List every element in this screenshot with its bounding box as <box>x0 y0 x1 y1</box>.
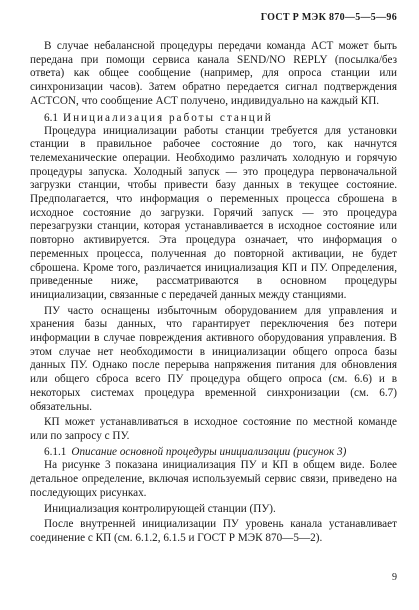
subsection-title: Описание основной процедуры инициализации (рисунок 3) <box>71 445 347 458</box>
paragraph-control-station-init: Инициализация контролирующей станции (ПУ). <box>44 502 276 515</box>
page-number: 9 <box>392 572 397 583</box>
paragraph-redundant-equipment: ПУ часто оснащены избыточным оборудованием для управления и хранения базы данных, что гарантирует переключения без потери информации в случае повреждения активного оборудования управления. В этом случае нет необходимости в инициализации общего опроса базы данных ПУ. Однако после перерыва напряжения питания для обновления или общего сброса всего ПУ процедура общего опроса (см. 6.6) и в некоторых системах процедура временной синхронизации (см. 6.7) обязательны. <box>30 304 397 413</box>
section-number: 6.1 <box>44 111 58 124</box>
document-header: ГОСТ Р МЭК 870—5—5—96 <box>260 12 397 23</box>
subsection-heading-6-1-1 <box>30 446 397 460</box>
paragraph-kp-reset: КП может устанавливаться в исходное состояние по местной команде или по запросу с ПУ. <box>30 416 397 442</box>
subsection-number: 6.1.1 <box>44 445 67 458</box>
document-body <box>30 40 397 546</box>
section-heading-6-1 <box>30 111 397 125</box>
paragraph-initialization-procedure: Процедура инициализации работы станции требуется для установки станции в правильное рабочее состояние до того, как начнутся телемеханические операции. Необходимо различать холодную и горячую процедуры запуска. Холодный запуск — это процедура первоначальной загрузки станции, чтобы привести базу данных в текущее состояние. Предполагается, что информация о переменных процесса сброшена в исходное состояние до загрузки. Горячий запуск — это процедура перезагрузки станции, которая устанавливается в исходное состояние или повторно активируется. Эта процедура означает, что информация о переменных процесса, полученная до повторной активации, не будет сброшена. Кроме того, различается инициализация КП и ПУ. Определения, приведенные ниже, рассматриваются в основном процедуры инициализации, связанные с передачей данных между станциями. <box>30 124 397 301</box>
paragraph-figure-3: На рисунке 3 показана инициализация ПУ и КП в общем виде. Более детальное определение, включая используемый сервис связи, приведено на последующих рисунках. <box>30 459 397 499</box>
section-title: Инициализация работы станций <box>62 111 273 124</box>
paragraph-act-command: В случае небалансной процедуры передачи команда ACT может быть передана при помощи сервиса канала SEND/NO REPLY (посылка/без ответа) как общее сообщение (например, для опроса станции или синхронизации часов). Затем обратно передается сигнал подтверждения ACTCON, что сообщение ACT получено, индивидуально на каждый КП. <box>30 40 397 107</box>
paragraph-link-layer: После внутренней инициализации ПУ уровень канала устанавливает соединение с КП (см. 6.1.2, 6.1.5 и ГОСТ Р МЭК 870—5—2). <box>30 518 397 544</box>
